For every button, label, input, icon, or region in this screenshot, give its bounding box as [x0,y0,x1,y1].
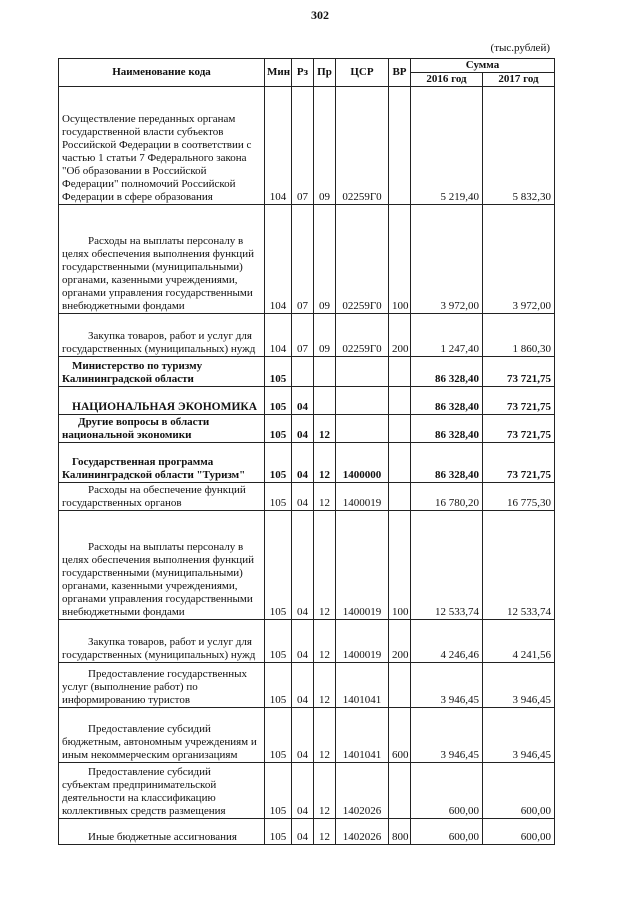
cell-min: 105 [265,443,292,483]
table-row [59,205,555,314]
cell-2017: 3 972,00 [483,205,555,314]
cell-2017: 73 721,75 [483,415,555,443]
cell-2017: 600,00 [483,819,555,845]
cell-vr [389,483,411,511]
col-pr-header: Пр [314,59,336,87]
cell-min: 105 [265,415,292,443]
cell-vr [389,763,411,819]
cell-vr [389,443,411,483]
table-row [59,819,555,845]
cell-rz: 04 [292,620,314,663]
cell-pr: 09 [314,314,336,357]
cell-vr: 100 [389,511,411,620]
cell-pr [314,387,336,415]
col-vr-header: ВР [389,59,411,87]
cell-pr: 12 [314,620,336,663]
cell-2016: 3 946,45 [411,663,483,708]
cell-vr: 100 [389,205,411,314]
cell-pr: 12 [314,443,336,483]
cell-rz: 07 [292,314,314,357]
col-rz-header: Рз [292,59,314,87]
cell-csr: 1400019 [336,483,389,511]
cell-2016: 4 246,46 [411,620,483,663]
page-number: 302 [311,8,329,22]
row-name: Расходы на обеспечение функций государственных органов [62,484,246,509]
cell-min: 105 [265,620,292,663]
cell-min: 105 [265,387,292,415]
cell-rz: 04 [292,443,314,483]
cell-pr: 09 [314,87,336,205]
units-label: (тыс.рублей) [490,42,550,54]
cell-pr: 12 [314,511,336,620]
table-row [59,511,555,620]
cell-min: 105 [265,663,292,708]
table-row [59,763,555,819]
cell-2017: 5 832,30 [483,87,555,205]
row-name: Иные бюджетные ассигнования [88,831,237,843]
cell-pr: 12 [314,819,336,845]
cell-2016: 5 219,40 [411,87,483,205]
table-row [59,620,555,663]
cell-2017: 3 946,45 [483,708,555,763]
cell-rz: 07 [292,87,314,205]
row-name: Другие вопросы в области национальной экономики [62,416,210,441]
cell-csr: 1402026 [336,819,389,845]
col-2017-header: 2017 год [483,73,555,87]
cell-2016: 3 972,00 [411,205,483,314]
col-name-header: Наименование кода [59,59,265,87]
cell-rz: 04 [292,387,314,415]
row-name: Государственная программа Калининградской области "Туризм" [62,456,246,481]
cell-vr: 800 [389,819,411,845]
cell-2016: 86 328,40 [411,387,483,415]
col-sum-header: Сумма [411,59,555,73]
cell-2016: 86 328,40 [411,357,483,387]
cell-csr [336,387,389,415]
cell-csr: 02259Г0 [336,314,389,357]
cell-rz: 04 [292,763,314,819]
cell-vr: 200 [389,620,411,663]
cell-min: 104 [265,87,292,205]
cell-csr: 02259Г0 [336,87,389,205]
cell-csr [336,415,389,443]
table-row [59,387,555,415]
table-row [59,87,555,205]
cell-2016: 3 946,45 [411,708,483,763]
cell-rz [292,357,314,387]
cell-2016: 16 780,20 [411,483,483,511]
cell-2017: 73 721,75 [483,387,555,415]
cell-2017: 3 946,45 [483,663,555,708]
cell-csr: 02259Г0 [336,205,389,314]
cell-2017: 16 775,30 [483,483,555,511]
cell-2016: 86 328,40 [411,415,483,443]
cell-min: 105 [265,357,292,387]
cell-min: 105 [265,819,292,845]
row-name: Закупка товаров, работ и услуг для государственных (муниципальных) нужд [62,330,256,355]
row-name: Закупка товаров, работ и услуг для государственных (муниципальных) нужд [62,636,256,661]
cell-pr: 12 [314,663,336,708]
header-row [59,59,555,73]
cell-vr: 200 [389,314,411,357]
cell-csr [336,357,389,387]
cell-min: 104 [265,205,292,314]
cell-2017: 4 241,56 [483,620,555,663]
cell-rz: 04 [292,819,314,845]
table-row [59,483,555,511]
cell-pr: 12 [314,763,336,819]
cell-rz: 04 [292,663,314,708]
row-name: Расходы на выплаты персоналу в целях обеспечения выполнения функций государственными (муниципальными) органами, казенными учреждениями, органами управления государственными внебюджетными фондами [62,541,254,618]
cell-pr: 12 [314,415,336,443]
cell-2017: 73 721,75 [483,357,555,387]
col-csr-header: ЦСР [336,59,389,87]
cell-pr [314,357,336,387]
table-row [59,708,555,763]
table-row [59,415,555,443]
row-name: НАЦИОНАЛЬНАЯ ЭКОНОМИКА [72,401,258,413]
row-name: Предоставление субсидий субъектам предпринимательской деятельности на классификацию коллективных средств размещения [62,766,226,817]
table-row [59,663,555,708]
cell-rz: 04 [292,708,314,763]
cell-csr: 1400000 [336,443,389,483]
cell-rz: 04 [292,415,314,443]
cell-2016: 12 533,74 [411,511,483,620]
cell-min: 105 [265,483,292,511]
cell-rz: 07 [292,205,314,314]
cell-2017: 1 860,30 [483,314,555,357]
row-name: Осуществление переданных органам государственной власти субъектов Российской Федерации в соответствии с частью 1 статьи 7 Федерального закона "Об образовании в Российской Федерации" полномочий Российской Федерации в сфере образования [62,113,252,203]
row-name: Предоставление субсидий бюджетным, автономным учреждениям и иным некоммерческим организациям [62,723,257,761]
cell-min: 104 [265,314,292,357]
budget-table [58,58,555,845]
cell-2016: 86 328,40 [411,443,483,483]
row-name: Министерство по туризму Калининградской области [62,360,203,385]
cell-2017: 12 533,74 [483,511,555,620]
cell-vr [389,387,411,415]
cell-min: 105 [265,511,292,620]
cell-vr [389,357,411,387]
row-name: Расходы на выплаты персоналу в целях обеспечения выполнения функций государственными (муниципальными) органами, казенными учреждениями, органами управления государственными внебюджетными фондами [62,235,254,312]
cell-csr: 1400019 [336,620,389,663]
cell-csr: 1400019 [336,511,389,620]
row-name: Предоставление государственных услуг (выполнение работ) по информированию туристов [62,668,247,706]
cell-2016: 600,00 [411,763,483,819]
cell-csr: 1402026 [336,763,389,819]
table-row [59,357,555,387]
cell-pr: 09 [314,205,336,314]
cell-min: 105 [265,708,292,763]
cell-pr: 12 [314,483,336,511]
table-row [59,314,555,357]
col-min-header: Мин [265,59,292,87]
cell-vr [389,663,411,708]
cell-csr: 1401041 [336,663,389,708]
cell-vr [389,87,411,205]
cell-vr: 600 [389,708,411,763]
cell-rz: 04 [292,511,314,620]
cell-2017: 73 721,75 [483,443,555,483]
cell-2017: 600,00 [483,763,555,819]
cell-vr [389,415,411,443]
table-row [59,443,555,483]
cell-pr: 12 [314,708,336,763]
col-2016-header: 2016 год [411,73,483,87]
cell-min: 105 [265,763,292,819]
cell-csr: 1401041 [336,708,389,763]
cell-2016: 600,00 [411,819,483,845]
cell-2016: 1 247,40 [411,314,483,357]
cell-rz: 04 [292,483,314,511]
